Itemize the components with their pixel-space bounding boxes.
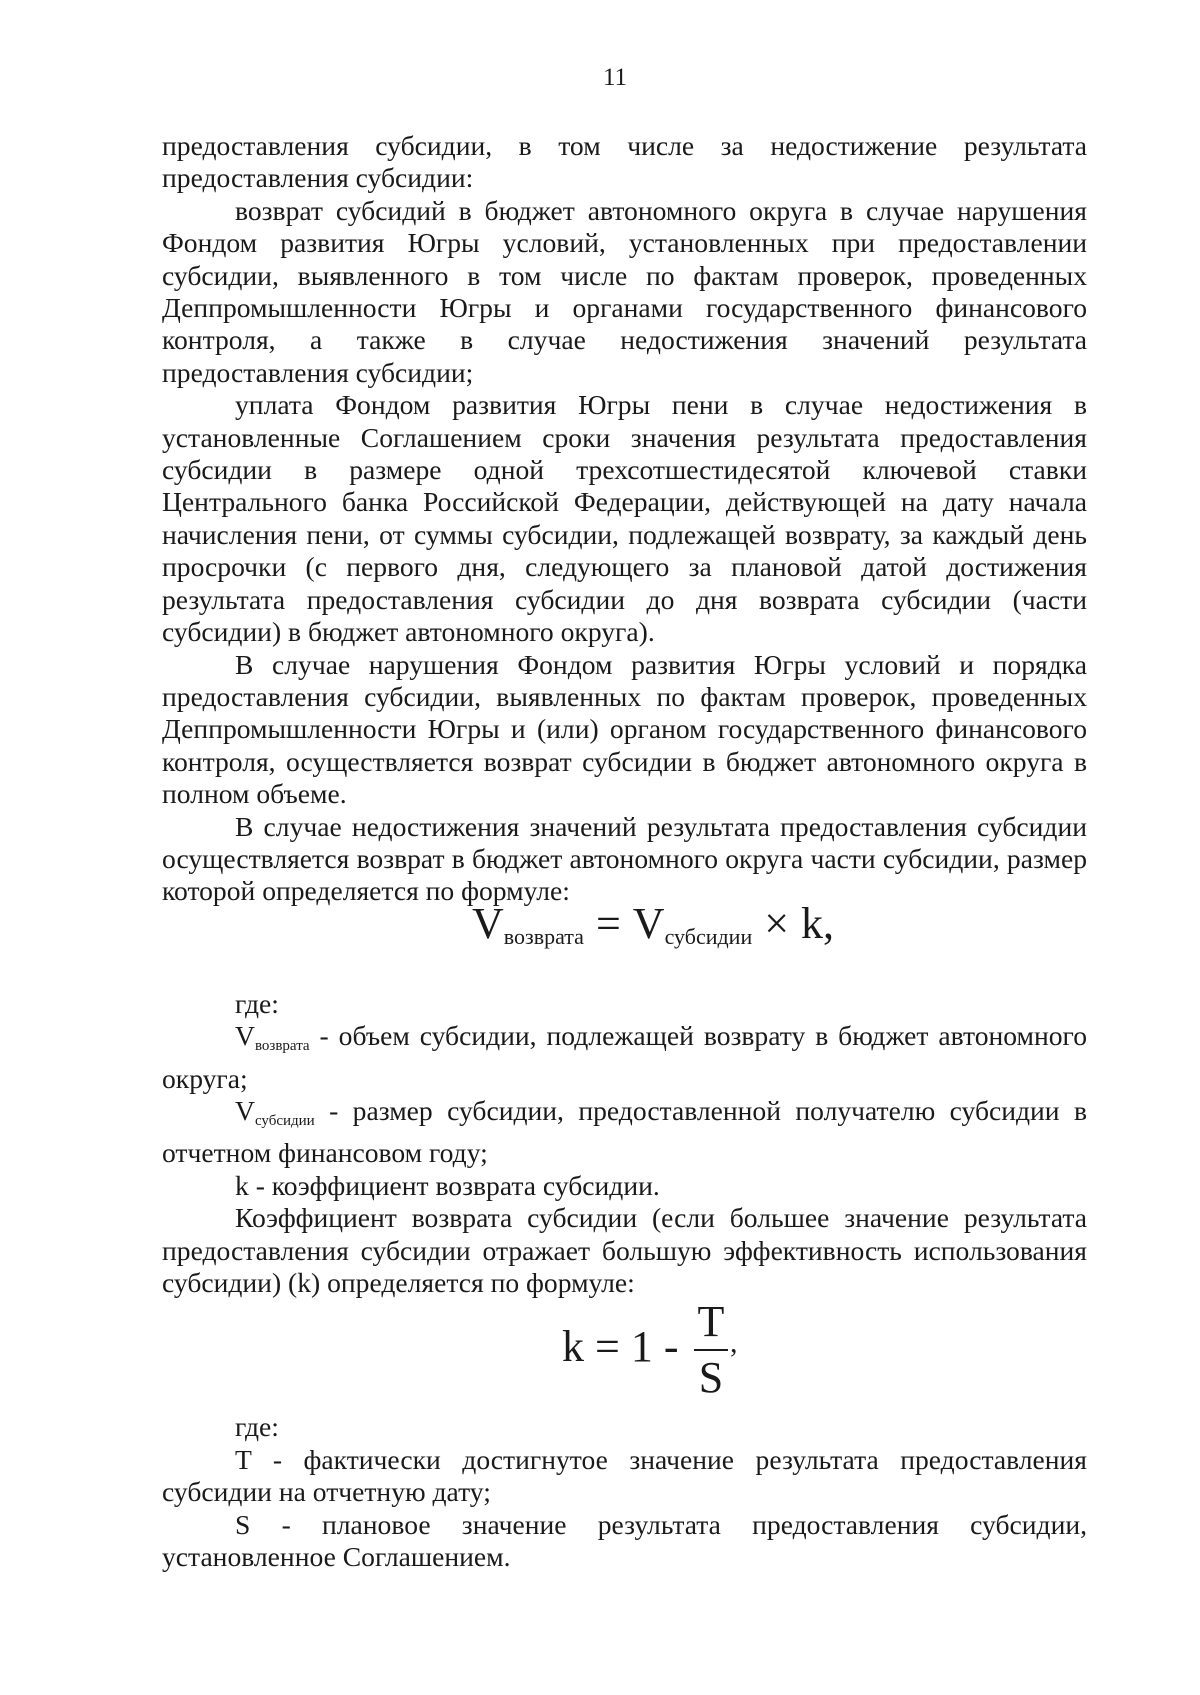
where-label-1: где: xyxy=(235,987,279,1019)
definition-v-subsidy: Vсубсидии - размер субсидии, предоставленной получателю субсидии в отчетном финансовом году; xyxy=(162,1094,1087,1169)
formula-comma: , xyxy=(730,1326,738,1360)
paragraph-partial-refund: В случае недостижения значений результата предоставления субсидии осуществляется возврат в бюджет автономного округа части субсидии, размер которой определяется по формуле: xyxy=(162,810,1087,907)
formula-v-return: $V_{возврата}$ xyxy=(472,898,584,949)
formula-numerator-t: T xyxy=(697,1297,725,1347)
formula-k-lhs: k = 1 - xyxy=(562,1322,679,1372)
definition-t: T - фактически достигнутое значение результата предоставления субсидии на отчетную дату; xyxy=(162,1443,1087,1508)
where-label-2: где: xyxy=(235,1411,279,1443)
fraction-bar xyxy=(694,1349,728,1351)
definition-v-return: Vвозврата - объем субсидии, подлежащей возврату в бюджет автономного округа; xyxy=(162,1020,1087,1094)
paragraph-refund-subsidies: возврат субсидий в бюджет автономного округа в случае нарушения Фондом развития Югры условий, установленных при предоставлении субсидии, выявленного в том числе по фактам проверок, проведенных Деппромышленности Югры и органами государственного финансового контроля, а также в случае недостижения значений результата предоставления субсидии; xyxy=(162,194,1087,388)
definition-s: S - плановое значение результата предоставления субсидии, установленное Соглашением. xyxy=(162,1508,1087,1573)
document-body xyxy=(162,130,1087,1573)
formula-k: k, xyxy=(801,898,835,948)
formula-times: × xyxy=(764,898,790,948)
paragraph-continuation: предоставления субсидии, в том числе за недостижение результата предоставления субсидии: xyxy=(162,130,1087,194)
definition-k: k - коэффициент возврата субсидии. xyxy=(235,1169,660,1201)
formula-denominator-s: S xyxy=(698,1353,724,1403)
formula-fraction xyxy=(694,1299,728,1401)
formula-refund-volume xyxy=(162,898,1087,988)
page-number: 11 xyxy=(602,64,628,91)
paragraph-coefficient: Коэффициент возврата субсидии (если большее значение результата предоставления субсидии отражает большую эффективность использования субсидии) (k) определяется по формуле: xyxy=(162,1202,1087,1298)
formula-equals: = xyxy=(595,898,621,948)
paragraph-violation-full-refund: В случае нарушения Фондом развития Югры условий и порядка предоставления субсидии, выявленных по фактам проверок, проведенных Деппромышленности Югры и (или) органом государственного финансового контроля, осуществляется возврат субсидии в бюджет автономного округа в полном объеме. xyxy=(162,648,1087,810)
paragraph-penalty-payment: уплата Фондом развития Югры пени в случае недостижения в установленные Соглашением сроки значения результата предоставления субсидии в размере одной трехсотшестидесятой ключевой ставки Центрального банка Российской Федерации, действующей на дату начала начисления пени, от суммы субсидии, подлежащей возврату, за каждый день просрочки (с первого дня, следующего за плановой датой достижения результата предоставления субсидии до дня возврата субсидии (части субсидии) в бюджет автономного округа). xyxy=(162,389,1087,648)
formula-coefficient xyxy=(162,1299,1087,1411)
formula-v-subsidy: $V_{субсидии}$ xyxy=(632,898,753,949)
